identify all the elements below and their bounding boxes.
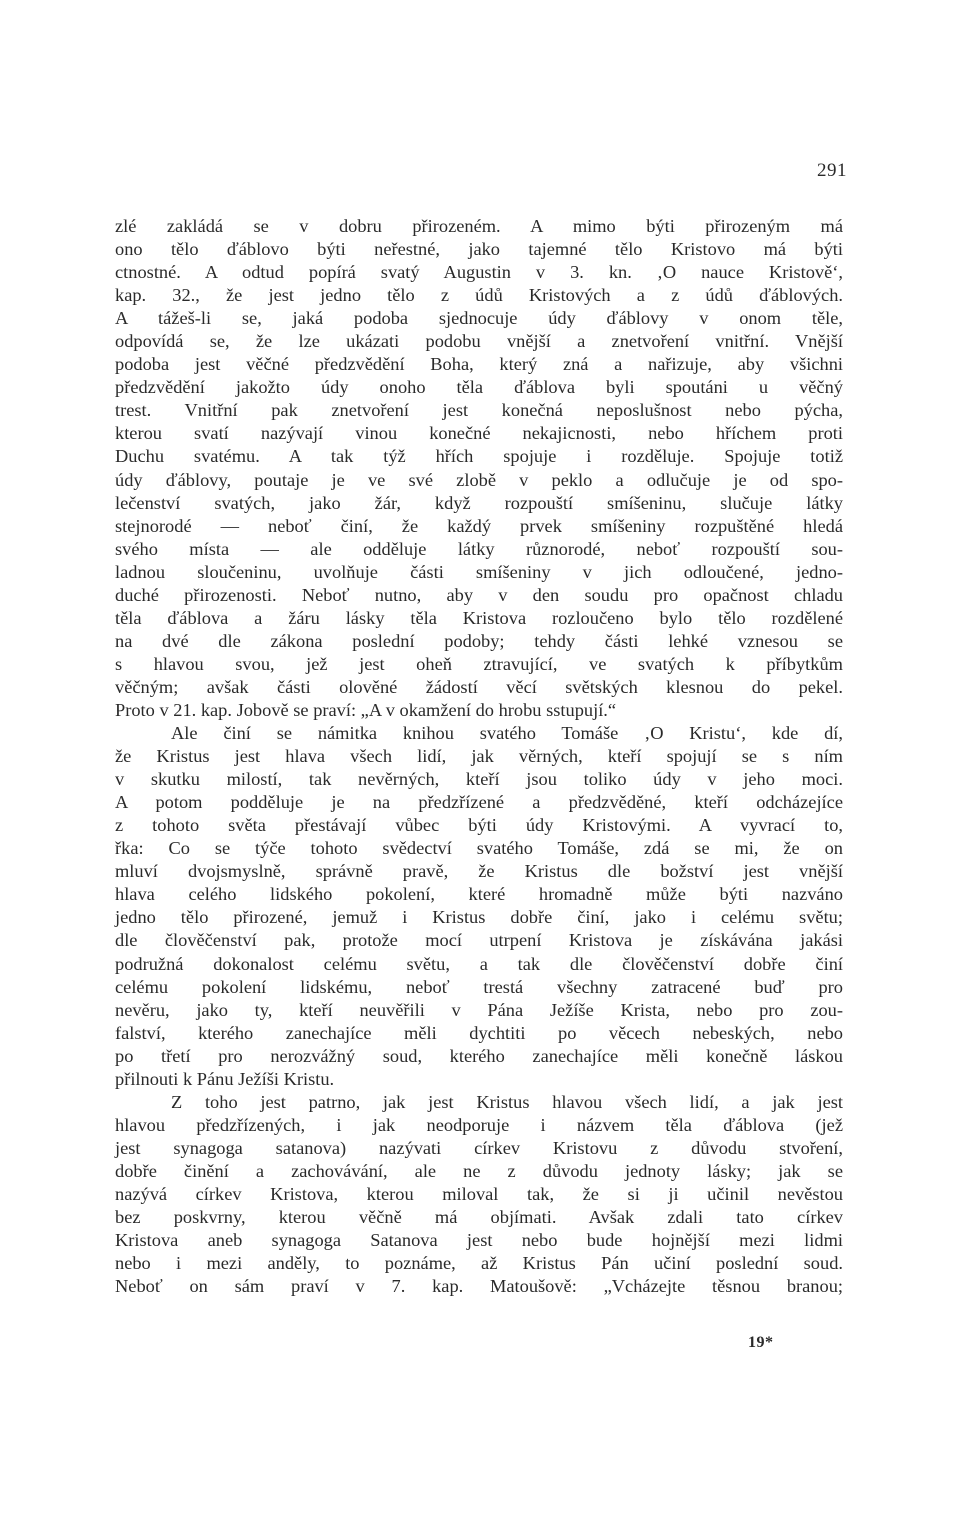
text-line: nazývá církev Kristova, kterou miloval tak, že si ji učinil nevěstou xyxy=(115,1183,843,1204)
text-line: svého místa — ale odděluje látky různorodé, neboť rozpouští sou- xyxy=(115,538,843,559)
text-line: předzvědění jakožto údy onoho těla ďáblova byli spoutáni u věčný xyxy=(115,377,843,398)
text-line: jest synagoga satanova) nazývati církev Kristovu z důvodu stvoření, xyxy=(115,1137,843,1158)
text-line: hlava celého lidského pokolení, které hromadně může býti nazváno xyxy=(115,884,843,905)
text-line: mluví dvojsmyslně, správně pravě, že Kristus dle božství jest vnější xyxy=(115,861,843,882)
text-line: trest. Vnitřní pak znetvoření jest konečná neposlušnost nebo pýcha, xyxy=(115,400,843,421)
text-line: hlavou předzřízených, i jak neodporuje i názvem těla ďáblova (jež xyxy=(115,1114,843,1135)
text-line: Neboť on sám praví v 7. kap. Matoušově: „Vcházejte těsnou branou; xyxy=(115,1276,843,1297)
text-line: bez poskvrny, kterou věčně má objímati. Avšak zdali tato církev xyxy=(115,1207,843,1228)
text-line: A tážeš-li se, jaká podoba sjednocuje údy ďáblovy v onom těle, xyxy=(115,308,843,329)
text-line: odpovídá se, že lze ukázati podobu vnější a znetvoření vnitřní. Vnější xyxy=(115,331,843,352)
text-line: nevěru, jako ty, kteří neuvěřili v Pána Ježíše Krista, nebo pro zou- xyxy=(115,999,843,1020)
text-line: celému pokolení lidskému, neboť trestá všechny zatracené buď pro xyxy=(115,976,843,997)
text-line: Kristova aneb synagoga Satanova jest nebo bude hojnější mezi lidmi xyxy=(115,1230,843,1251)
text-line: Proto v 21. kap. Jobově se praví: „A v okamžení do hrobu sstupují.“ xyxy=(115,699,617,720)
text-line: Z toho jest patrno, jak jest Kristus hlavou všech lidí, a jak jest xyxy=(171,1091,843,1112)
text-line: věčným; avšak části olověné žádostí věcí světských klesnou do pekel. xyxy=(115,676,843,697)
text-line: na dvé dle zákona poslední podoby; tehdy části lehké vznesou se xyxy=(115,630,843,651)
text-line: řka: Co se týče tohoto svědectví svatého Tomáše, zdá se mi, že on xyxy=(115,838,843,859)
text-line: z tohoto světa přestávají vůbec býti údy Kristovými. A vyvrací to, xyxy=(115,815,843,836)
text-line: ladnou sloučeninu, uvolňuje části smíšeniny v jich odloučené, jedno- xyxy=(115,561,843,582)
text-line: Duchu svatému. A tak týž hřích spojuje i rozděluje. Spojuje totiž xyxy=(115,446,843,467)
text-line: kap. 32., že jest jedno tělo z údů Kristových a z údů ďáblových. xyxy=(115,285,843,306)
text-line: jedno tělo přirozené, jemuž i Kristus dobře činí, jako i celému světu; xyxy=(115,907,843,928)
text-line: těla ďáblova a žáru lásky těla Kristova rozloučeno bylo tělo rozdělené xyxy=(115,607,843,628)
text-line: dobře činění a zachovávání, ale ne z důvodu jednoty lásky; jak se xyxy=(115,1160,843,1181)
text-line: Ale činí se námitka knihou svatého Tomáše ‚O Kristu‘, kde dí, xyxy=(171,723,843,744)
text-line: údy ďáblovy, poutaje je ve své zlobě v peklo a odlučuje je od spo- xyxy=(115,469,843,490)
text-line: stejnorodé — neboť činí, že každý prvek smíšeniny rozpuštěné hledá xyxy=(115,515,843,536)
text-line: ctnostné. A odtud popírá svatý Augustin v 3. kn. ‚O nauce Kristově‘, xyxy=(115,262,843,283)
text-line: dle člověčenství pak, protože mocí utrpení Kristova je získávána jakási xyxy=(115,930,843,951)
text-line: v skutku milostí, tak nevěrných, kteří jsou toliko údy v jeho moci. xyxy=(115,769,843,790)
text-line: podoba jest věčné předzvědění Boha, který zná a nařizuje, aby všichni xyxy=(115,354,843,375)
text-line: po třetí pro nerozvážný soud, kterého zanechajíce měli konečně láskou xyxy=(115,1045,843,1066)
text-line: falství, kterého zanechajíce měli dychtiti po věcech nebeských, nebo xyxy=(115,1022,843,1043)
text-line: kterou svatí nazývají vinou konečné nekajicnosti, nebo hříchem proti xyxy=(115,423,843,444)
text-line: podružná dokonalost celému světu, a tak dle člověčenství dobře činí xyxy=(115,953,843,974)
text-line: lečenství svatých, jako žár, když rozpouští smíšeninu, slučuje látky xyxy=(115,492,843,513)
text-line: ono tělo ďáblovo býti neřestné, jako tajemné tělo Kristovo má býti xyxy=(115,239,843,260)
body-text xyxy=(115,215,843,1298)
text-line: zlé zakládá se v dobru přirozeném. A mimo býti přirozeným má xyxy=(115,216,843,236)
printer-signature-mark: 19* xyxy=(748,1334,774,1351)
text-line: že Kristus jest hlava všech lidí, jak věrných, kteří spojují se s ním xyxy=(115,746,843,767)
text-line: s hlavou svou, jež jest oheň ztravující, ve svatých k příbytkům xyxy=(115,653,843,674)
text-line: nebo i mezi anděly, to poznáme, až Kristus Pán učiní poslední soud. xyxy=(115,1253,843,1274)
text-line: A potom podděluje je na předzřízené a předzvěděné, kteří odcházejíce xyxy=(115,792,843,813)
page-number: 291 xyxy=(817,160,847,181)
text-line: přilnouti k Pánu Ježíši Kristu. xyxy=(115,1068,335,1089)
text-line: duché přirozenosti. Neboť nutno, aby v den soudu pro opačnost chladu xyxy=(115,584,843,605)
